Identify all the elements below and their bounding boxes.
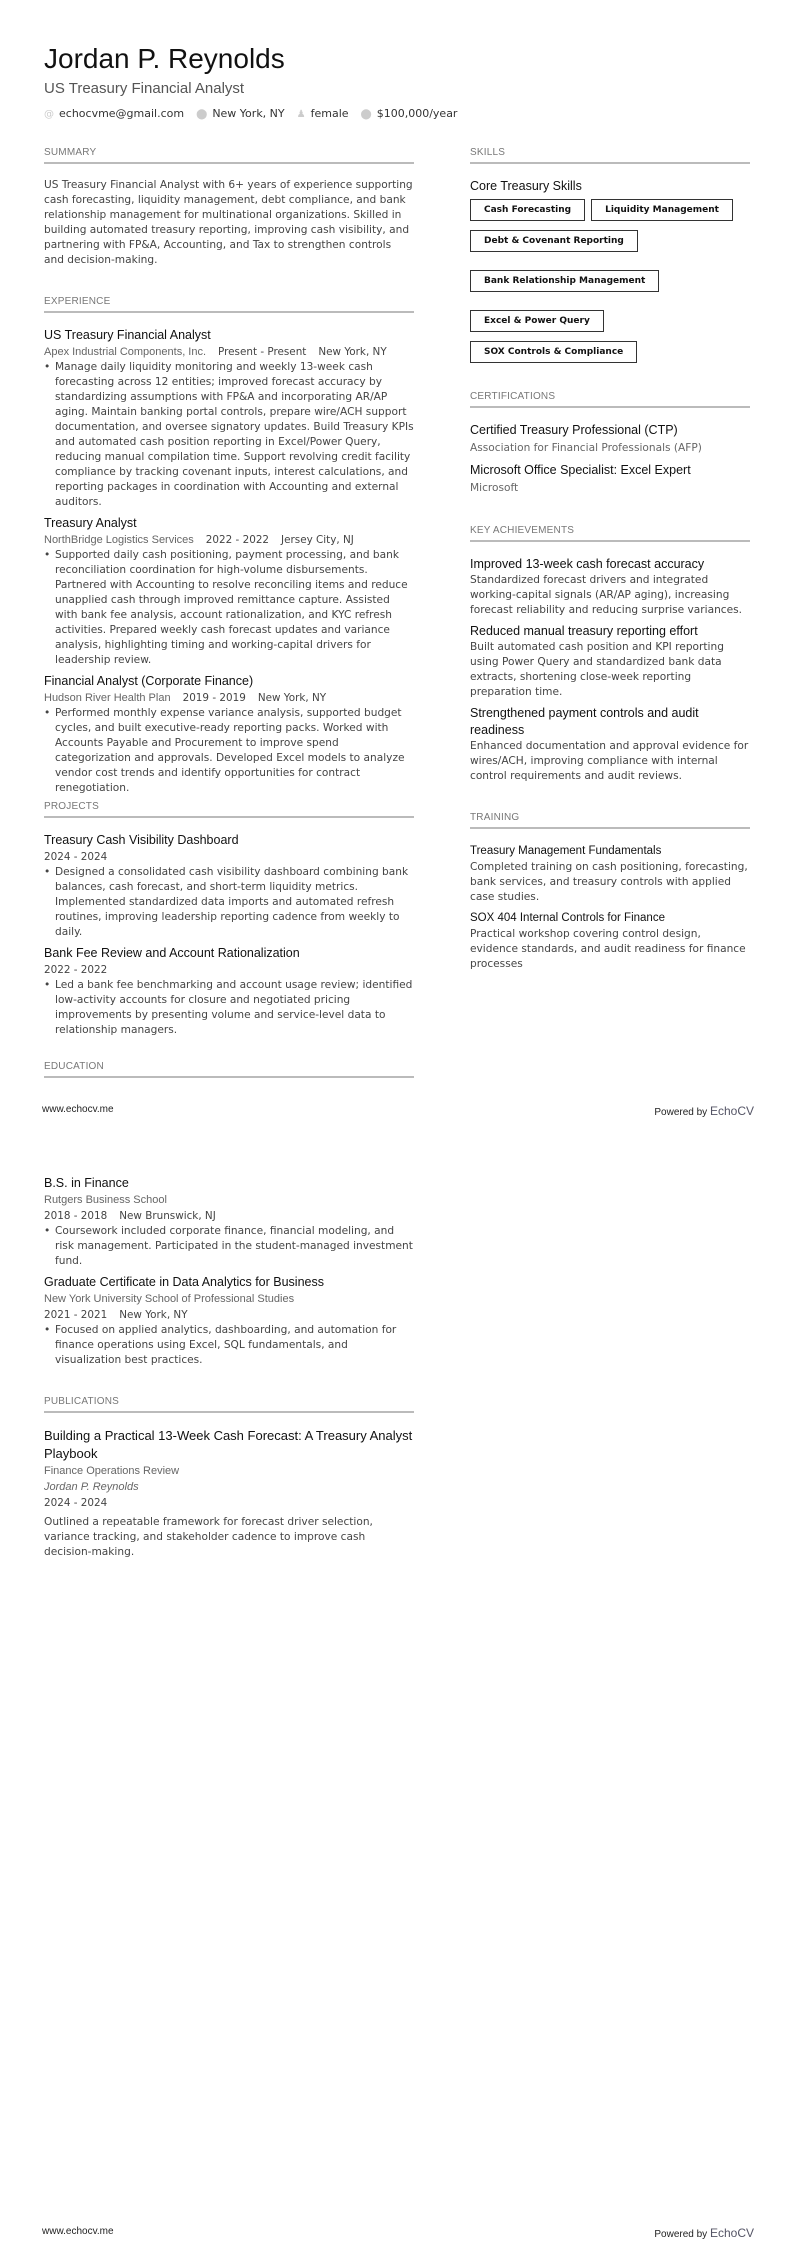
bullet: • Supported daily cash positioning, payment processing, and bank reconciliation coordination for high-volume disbursements. Partnered with Accounting to resolve reconciling items and reduce unapplied cash through improved remittance capture. Assisted with bank fee analysis, account rationalization, and KYC refresh activities. Prepared weekly cash forecast updates and variance analysis, highlighting timing and working-capital drivers for leadership review. <box>44 548 414 668</box>
skill-chip: Debt & Covenant Reporting <box>470 230 638 252</box>
section-heading: KEY ACHIEVEMENTS <box>470 525 750 542</box>
cert-issuer: Association for Financial Professionals (AFP) <box>470 442 702 454</box>
achievement-title: Reduced manual treasury reporting effort <box>470 624 698 638</box>
summary-text: US Treasury Financial Analyst with 6+ years of experience supporting cash forecasting, liquidity management, debt compliance, and bank relationship management for multinational organizations. Skilled in building automated treasury reporting, improving cash visibility, and partnering with FP&A, Accounting, and Tax to strengthen controls and decision-making. <box>44 179 413 266</box>
achievement-text: Built automated cash position and KPI reporting using Power Query and standardized bank data extracts, shortening close-week reporting preparation time. <box>470 641 724 698</box>
bullet: • Focused on applied analytics, dashboarding, and automation for finance operations using Excel, SQL fundamentals, and visualization best practices. <box>44 1323 414 1368</box>
company: Apex Industrial Components, Inc. <box>44 346 207 358</box>
dates: 2022 - 2022 <box>205 534 270 546</box>
location: New Brunswick, NJ <box>119 1210 216 1222</box>
resume-page-2 <box>0 1123 794 2246</box>
section-heading: EDUCATION <box>44 1061 414 1078</box>
experience-section <box>44 296 414 796</box>
skill-chip: SOX Controls & Compliance <box>470 341 637 363</box>
bullet: • Designed a consolidated cash visibility dashboard combining bank balances, cash forecast, and short-term liquidity metrics. Implemented standardized data imports and automated refresh routines, improving leadership reporting cadence from weekly to daily. <box>44 865 414 940</box>
page-footer <box>42 2226 754 2240</box>
dates: 2021 - 2021 <box>44 1309 108 1321</box>
left-column <box>44 147 414 824</box>
location: New York, NY <box>257 692 327 704</box>
education-item <box>44 1274 414 1368</box>
dates: 2024 - 2024 <box>44 1497 108 1509</box>
contact-row <box>44 107 457 120</box>
publisher: Finance Operations Review <box>44 1465 180 1477</box>
achievement-text: Enhanced documentation and approval evidence for wires/ACH, improving compliance with internal control requirements and audit reviews. <box>470 740 749 782</box>
training-text: Practical workshop covering control design, evidence standards, and audit readiness for finance processes <box>470 928 746 970</box>
skill-chip: Cash Forecasting <box>470 199 585 221</box>
cert-name: Certified Treasury Professional (CTP) <box>470 423 678 437</box>
section-heading: PROJECTS <box>44 801 414 818</box>
left-column-lower <box>44 801 414 1066</box>
publications-section <box>44 1396 414 1560</box>
cert-issuer: Microsoft <box>470 482 519 494</box>
powered-by-text: Powered by <box>654 1107 708 1118</box>
candidate-name: Jordan P. Reynolds <box>44 43 285 74</box>
dollar-icon: ⬤ <box>360 109 372 120</box>
company: NorthBridge Logistics Services <box>44 534 194 546</box>
skill-chip: Bank Relationship Management <box>470 270 659 292</box>
project-title: Bank Fee Review and Account Rationalization <box>44 946 300 960</box>
school: New York University School of Professional Studies <box>44 1293 295 1305</box>
author: Jordan P. Reynolds <box>44 1481 139 1493</box>
achievement-text: Standardized forecast drivers and integrated working-capital signals (AR/AP aging), increasing forecast reliability and reducing surprise variances. <box>470 574 743 616</box>
publication-title: Building a Practical 13-Week Cash Forecast: A Treasury Analyst Playbook <box>44 1428 413 1461</box>
location: Jersey City, NJ <box>281 534 354 546</box>
footer-site-link[interactable]: www.echocv.me <box>42 1104 114 1115</box>
skill-group-title: Core Treasury Skills <box>470 179 582 193</box>
contact-gender <box>297 107 349 120</box>
achievement-title: Improved 13-week cash forecast accuracy <box>470 557 705 571</box>
dates: 2024 - 2024 <box>44 851 108 863</box>
experience-item <box>44 327 414 510</box>
experience-item <box>44 673 414 796</box>
job-title: Financial Analyst (Corporate Finance) <box>44 674 254 688</box>
project-item <box>44 832 414 940</box>
section-heading: CERTIFICATIONS <box>470 391 750 408</box>
skill-chips <box>470 199 760 363</box>
page-footer <box>42 1104 754 1118</box>
bullet: • Performed monthly expense variance analysis, supported budget cycles, and built executive-ready reporting packs. Worked with Accounts Payable and Procurement to improve spend categorization and approvals. Developed Excel models to analyze vendor cost trends and identify opportunities for contract renegotiation. <box>44 706 414 796</box>
resume-header <box>44 42 457 120</box>
publication-text: Outlined a repeatable framework for forecast driver selection, variance tracking, and stakeholder cadence to improve cash decision-making. <box>44 1516 373 1558</box>
location-text: New York, NY <box>212 107 285 120</box>
gender-text: female <box>310 107 349 120</box>
dates: 2018 - 2018 <box>44 1210 108 1222</box>
training-title: SOX 404 Internal Controls for Finance <box>470 912 665 924</box>
salary-text: $100,000/year <box>376 107 458 120</box>
location: New York, NY <box>318 346 387 358</box>
school: Rutgers Business School <box>44 1194 167 1206</box>
section-heading: EXPERIENCE <box>44 296 414 313</box>
contact-location <box>196 107 285 120</box>
skills-section <box>470 147 750 363</box>
skill-chip: Excel & Power Query <box>470 310 604 332</box>
section-heading: SKILLS <box>470 147 750 164</box>
projects-section <box>44 801 414 1038</box>
email-text: echocvme@gmail.com <box>59 107 185 120</box>
job-title: US Treasury Financial Analyst <box>44 328 211 342</box>
experience-item <box>44 515 414 668</box>
section-heading: SUMMARY <box>44 147 414 164</box>
right-column <box>470 147 750 1000</box>
skill-chip: Liquidity Management <box>591 199 733 221</box>
education-section <box>44 1175 414 1368</box>
section-heading: TRAINING <box>470 812 750 829</box>
dates: Present - Present <box>218 346 307 358</box>
training-text: Completed training on cash positioning, forecasting, bank services, and treasury controls with applied case studies. <box>470 861 748 903</box>
bullet: • Led a bank fee benchmarking and account usage review; identified low-activity accounts for closure and negotiated pricing improvements by presenting volume and service-level data to relationship managers. <box>44 978 414 1038</box>
education-heading-wrap <box>44 1061 414 1092</box>
footer-site-link[interactable]: www.echocv.me <box>42 2226 114 2237</box>
person-icon: ♟ <box>296 109 306 120</box>
bullet: • Manage daily liquidity monitoring and weekly 13-week cash forecasting across 12 entities; improved forecast accuracy by standardizing assumptions with FP&A and incorporating AR/AP aging. Maintain banking portal controls, prepare wire/ACH support documentation, and oversee signatory updates. Build Treasury KPIs and automated cash position reporting in Excel/Power Query, reducing manual compilation time. Support revolving credit facility compliance by tracking covenant inputs, interest calculations, and reporting packages in coordination with Accounting and external auditors. <box>44 360 414 510</box>
project-title: Treasury Cash Visibility Dashboard <box>44 833 239 847</box>
degree: B.S. in Finance <box>44 1176 129 1190</box>
location: New York, NY <box>119 1309 188 1321</box>
left-column-page-2 <box>44 1175 414 1588</box>
certifications-section <box>470 391 750 497</box>
bullet: • Coursework included corporate finance, financial modeling, and risk management. Participated in the student-managed investment fund. <box>44 1224 414 1269</box>
job-title: US Treasury Financial Analyst <box>44 80 245 97</box>
echocv-brand[interactable]: EchoCV <box>709 2226 754 2240</box>
echocv-brand[interactable]: EchoCV <box>709 1104 754 1118</box>
job-title: Treasury Analyst <box>44 516 137 530</box>
project-item <box>44 945 414 1038</box>
at-icon: @ <box>44 109 54 120</box>
degree: Graduate Certificate in Data Analytics for Business <box>44 1275 324 1289</box>
training-title: Treasury Management Fundamentals <box>470 845 662 857</box>
summary-section <box>44 147 414 268</box>
achievement-title: Strengthened payment controls and audit readiness <box>470 706 699 737</box>
achievements-section <box>470 525 750 784</box>
section-heading: PUBLICATIONS <box>44 1396 414 1413</box>
location-pin-icon: ⬤ <box>196 109 208 120</box>
dates: 2022 - 2022 <box>44 964 108 976</box>
education-item <box>44 1175 414 1269</box>
contact-salary <box>361 107 458 120</box>
contact-email <box>44 107 184 120</box>
dates: 2019 - 2019 <box>182 692 246 704</box>
training-section <box>470 812 750 972</box>
powered-by-text: Powered by <box>654 2229 708 2240</box>
company: Hudson River Health Plan <box>44 692 171 704</box>
cert-name: Microsoft Office Specialist: Excel Expert <box>470 463 691 477</box>
